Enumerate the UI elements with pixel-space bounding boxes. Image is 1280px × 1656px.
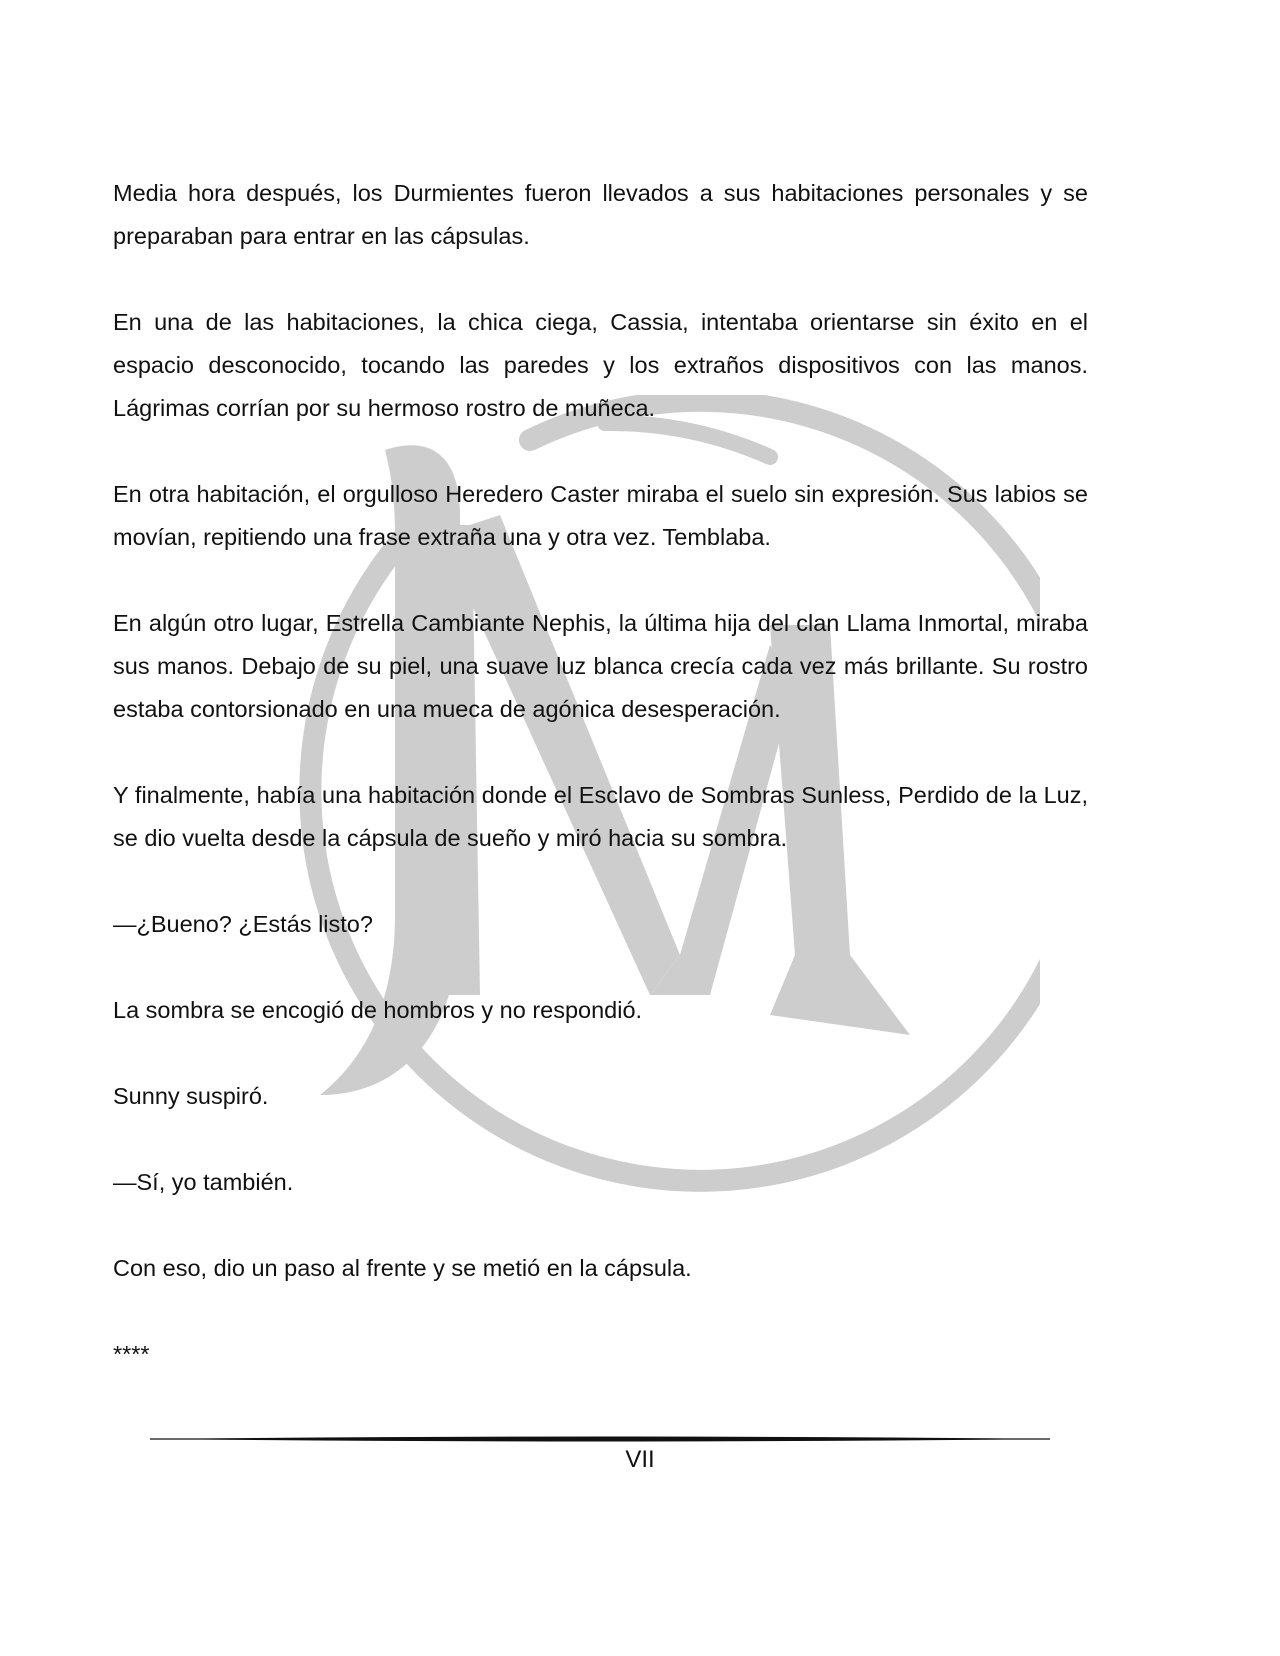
paragraph-9: —Sí, yo también.: [113, 1169, 294, 1195]
paragraph-1: Media hora después, los Durmientes fueron llevados a sus habitaciones personales y se preparaban para entrar en las cápsulas.: [113, 180, 1088, 249]
paragraph-10: Con eso, dio un paso al frente y se metió en la cápsula.: [113, 1255, 692, 1281]
paragraph-3: En otra habitación, el orgulloso Heredero Caster miraba el suelo sin expresión. Sus labios se movían, repitiendo una frase extraña una y otra vez. Temblaba.: [113, 481, 1088, 550]
paragraph-5: Y finalmente, había una habitación donde el Esclavo de Sombras Sunless, Perdido de la Luz, se dio vuelta desde la cápsula de sueño y miró hacia su sombra.: [113, 782, 1088, 851]
scene-break: ****: [113, 1341, 150, 1367]
footer-divider: [150, 1434, 1050, 1444]
paragraph-2: En una de las habitaciones, la chica ciega, Cassia, intentaba orientarse sin éxito en el espacio desconocido, tocando las paredes y los extraños dispositivos con las manos. Lágrimas corrían por su hermoso rostro de muñeca.: [113, 309, 1088, 421]
paragraph-8: Sunny suspiró.: [113, 1083, 269, 1109]
paragraph-4: En algún otro lugar, Estrella Cambiante Nephis, la última hija del clan Llama Inmortal, miraba sus manos. Debajo de su piel, una suave luz blanca crecía cada vez más brillante. Su rostro estaba contorsionado en una mueca de agónica desesperación.: [113, 610, 1088, 722]
paragraph-7: La sombra se encogió de hombros y no respondió.: [113, 997, 643, 1023]
page-number: VII: [625, 1446, 655, 1473]
paragraph-6: —¿Bueno? ¿Estás listo?: [113, 911, 373, 937]
document-body: [113, 172, 1088, 1419]
